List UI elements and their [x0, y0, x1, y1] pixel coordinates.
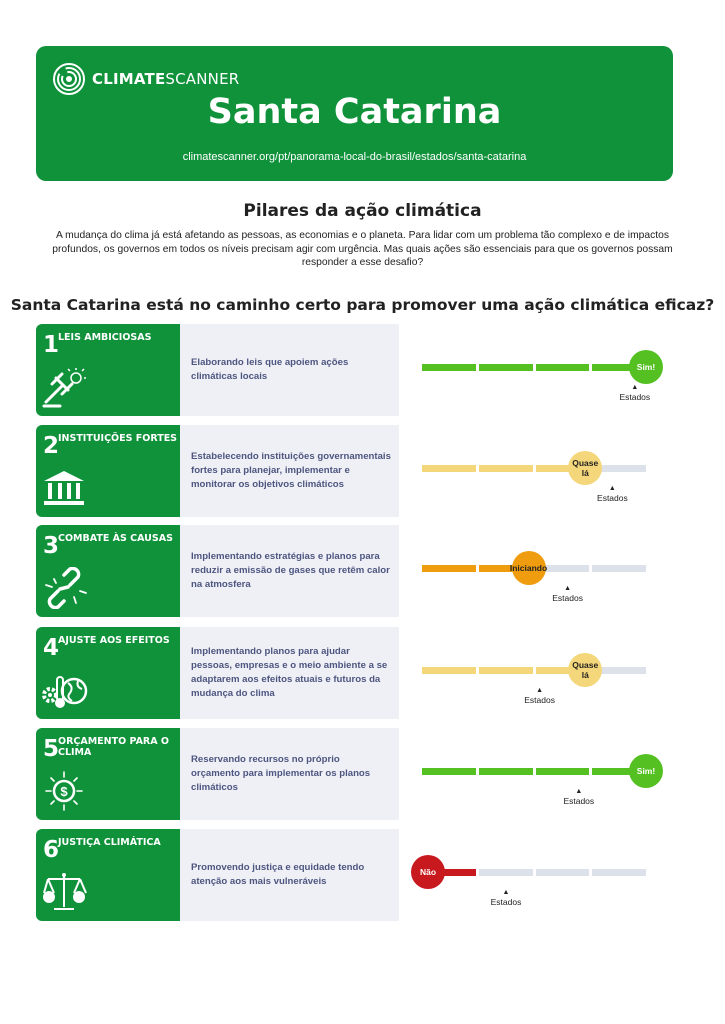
pillar-description: Elaborando leis que apoiem ações climáticas locais	[191, 357, 349, 382]
pillar-description-panel	[180, 324, 399, 416]
logo-wordmark: CLIMATESCANNER	[92, 70, 240, 88]
pillar-description-panel	[180, 627, 399, 719]
status-scale-segment	[479, 465, 533, 472]
pillar-row	[36, 728, 673, 820]
institution-building-icon	[40, 467, 88, 509]
pillar-label-panel	[36, 829, 180, 921]
pillar-status-scale	[399, 627, 673, 719]
pillar-description-panel	[180, 829, 399, 921]
pillar-label: ORÇAMENTO PARA O CLIMA	[58, 736, 169, 758]
estados-indicator	[538, 585, 598, 603]
status-scale-segment	[479, 667, 533, 674]
pillar-description: Implementando estratégias e planos para reduzir a emissão de gases que retêm calor na atmosfera	[191, 551, 390, 590]
status-scale-segment	[536, 364, 590, 371]
pillar-number: 1	[43, 332, 60, 358]
estados-indicator	[476, 889, 536, 907]
pillar-number: 6	[43, 837, 60, 863]
status-marker: Sim!	[629, 754, 663, 788]
status-scale-segment	[422, 667, 476, 674]
estados-label: Estados	[552, 593, 583, 603]
pillar-label-panel	[36, 324, 180, 416]
status-scale-segment	[536, 768, 590, 775]
triangle-up-icon: ▲	[502, 889, 510, 896]
main-question: Santa Catarina está no caminho certo para promover uma ação climática eficaz?	[10, 296, 715, 314]
estados-label: Estados	[563, 796, 595, 806]
pillar-status-scale	[399, 829, 673, 921]
header-banner	[36, 46, 673, 181]
triangle-up-icon: ▲	[575, 788, 583, 795]
pillar-label-panel	[36, 425, 180, 517]
pillar-number: 4	[43, 635, 60, 661]
estados-indicator	[605, 384, 665, 402]
broken-chain-icon	[40, 567, 88, 609]
dollar-coin-icon	[40, 770, 88, 812]
pillar-number: 5	[43, 736, 60, 762]
pillar-label-panel	[36, 525, 180, 617]
status-scale-segment	[479, 869, 533, 876]
pillar-label: LEIS AMBICIOSAS	[58, 332, 152, 343]
page-url[interactable]: climatescanner.org/pt/panorama-local-do-brasil/estados/santa-catarina	[182, 151, 527, 163]
pillar-label: AJUSTE AOS EFEITOS	[58, 635, 170, 646]
pillar-row	[36, 324, 673, 416]
status-scale-segment	[422, 565, 476, 572]
status-scale-segment	[422, 768, 476, 775]
pillar-status-scale	[399, 728, 673, 820]
intro-paragraph: A mudança do clima já está afetando as pessoas, as economias e o planeta. Para lidar com um problema tão complexo e de impactos profundos, os governos em todos os níveis precisam agir com urgência. Mas quais ações são essenciais para que os governos possam responder a esse desafio?	[52, 230, 673, 268]
pillar-label: JUSTIÇA CLIMÁTICA	[58, 837, 161, 848]
estados-label: Estados	[619, 392, 651, 402]
pillar-status-scale	[399, 425, 673, 517]
pillar-description: Estabelecendo instituições governamentais fortes para planejar, implementar e monitorar os objetivos climáticos	[191, 451, 391, 490]
triangle-up-icon: ▲	[608, 485, 616, 492]
status-marker: Quase lá	[568, 653, 602, 687]
status-marker: Sim!	[629, 350, 663, 384]
pillar-description: Promovendo justiça e equidade tendo atenção aos mais vulneráveis	[191, 862, 365, 887]
logo-swirl-icon	[52, 62, 86, 96]
pillar-row	[36, 627, 673, 719]
status-scale-segment	[479, 364, 533, 371]
status-marker: Iniciando	[512, 551, 546, 585]
climatescanner-logo[interactable]	[52, 62, 239, 96]
triangle-up-icon: ▲	[564, 585, 572, 592]
status-scale-segment	[422, 465, 476, 472]
svg-text:$: $	[60, 784, 68, 799]
pillar-number: 3	[43, 533, 60, 559]
pillar-label: COMBATE ÀS CAUSAS	[58, 533, 173, 544]
estados-label: Estados	[524, 695, 555, 705]
status-marker: Quase lá	[568, 451, 602, 485]
pillar-status-scale	[399, 525, 673, 617]
status-scale-segment	[479, 768, 533, 775]
status-scale-segment	[536, 869, 590, 876]
status-scale-segment	[422, 364, 476, 371]
pillar-number: 2	[43, 433, 60, 459]
gear-thermometer-globe-icon	[40, 669, 88, 711]
status-scale-segment	[592, 869, 646, 876]
pillar-description: Implementando planos para ajudar pessoas, empresas e o meio ambiente a se adaptarem aos efeitos atuais e futuros da mudança do clima	[191, 646, 388, 699]
pillar-row	[36, 425, 673, 517]
triangle-up-icon: ▲	[536, 687, 544, 694]
status-scale-segment	[592, 565, 646, 572]
estados-label: Estados	[597, 493, 628, 503]
balance-scale-icon	[40, 871, 88, 913]
gavel-lightbulb-icon	[40, 366, 88, 408]
pillar-label: INSTITUIÇÕES FORTES	[58, 433, 178, 444]
page-title: Santa Catarina	[207, 92, 502, 132]
pillar-label-panel	[36, 728, 180, 820]
triangle-up-icon: ▲	[631, 384, 639, 391]
estados-label: Estados	[490, 897, 522, 907]
pillar-status-scale	[399, 324, 673, 416]
status-marker: Não	[411, 855, 445, 889]
pillar-description: Reservando recursos no próprio orçamento para implementar os planos climáticos	[191, 754, 371, 793]
pillar-label-panel	[36, 627, 180, 719]
estados-indicator	[510, 687, 570, 705]
pillar-row	[36, 829, 673, 921]
estados-indicator	[549, 788, 609, 806]
estados-indicator	[582, 485, 642, 503]
section-title: Pilares da ação climática	[243, 201, 482, 221]
pillar-description-panel	[180, 425, 399, 517]
pillar-row	[36, 525, 673, 617]
pillar-description-panel	[180, 728, 399, 820]
pillar-description-panel	[180, 525, 399, 617]
